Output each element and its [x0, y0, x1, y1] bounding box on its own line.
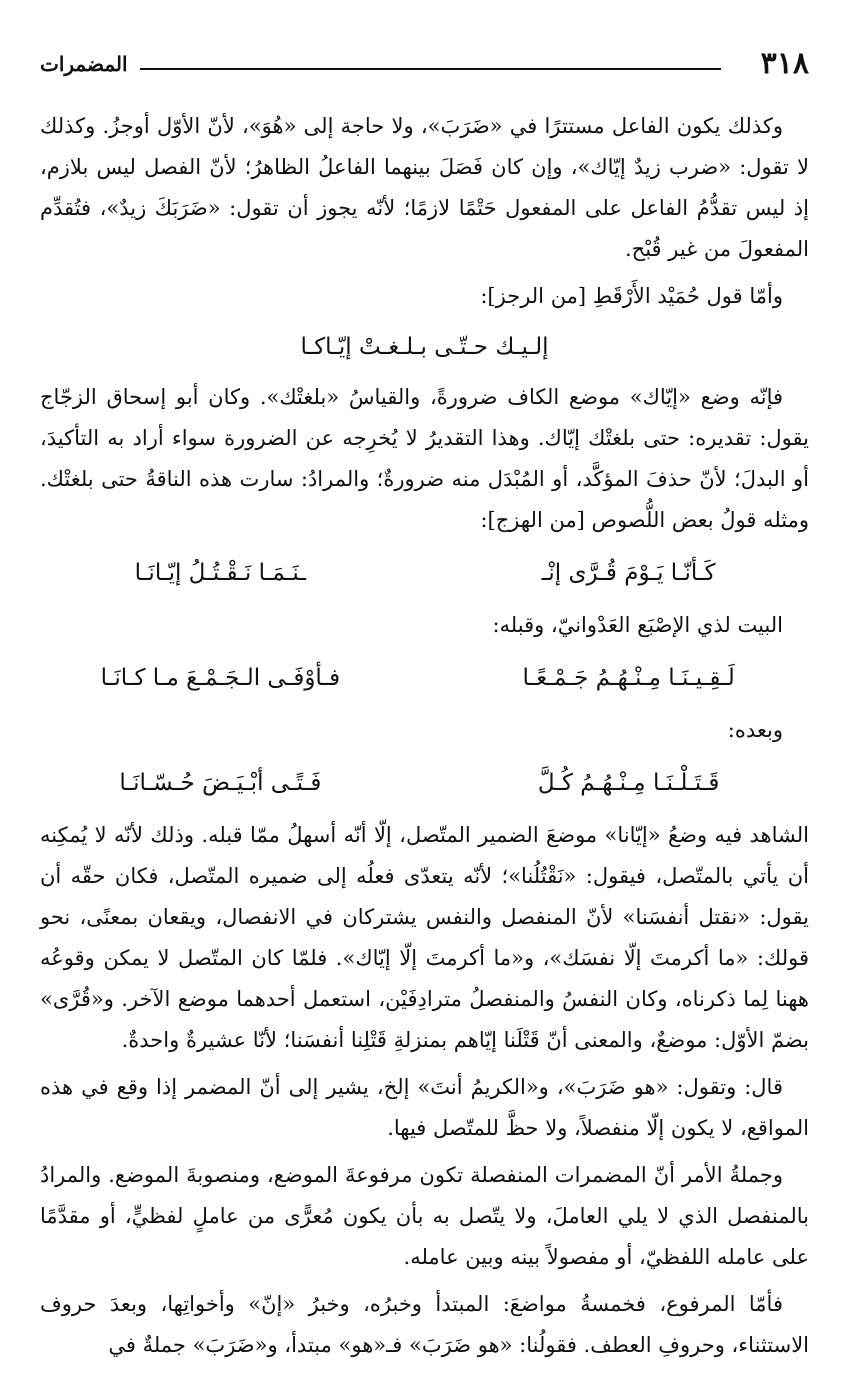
running-title: المضمرات [40, 52, 128, 76]
header-rule [140, 68, 721, 70]
paragraph-8: وجملةُ الأمر أنّ المضمرات المنفصلة تكون مرفوعةَ الموضع، ومنصوبةَ الموضع. والمرادُ بالمنفصل الذي لا يلي العاملَ، ولا يتّصل به بأن يكون مُعرًّى من عاملٍ لفظيٍّ، أو مقدَّمًا على عامله اللفظيّ، أو مفصولاً بينه وبين عامله. [40, 1163, 809, 1269]
verse-3 [60, 652, 789, 704]
paragraph-4: البيت لذي الإصْبَع العَدْوانيّ، وقبله: [492, 613, 783, 637]
page-header [40, 44, 809, 84]
paragraph-9: فأمّا المرفوع، فخمسةُ مواضعَ: المبتدأ وخبرُه، وخبرُ «إنّ» وأخواتِها، وبعدَ حروف الاستثناء، وحروفِ العطف. فقولُنا: «هو ضَرَبَ» فـ«هو» مبتدأ، و«ضَرَبَ» جملةٌ في [40, 1292, 809, 1357]
verse-4-first-hemistich: قَـتَـلْـنَـا مِـنْـهُـمُ كُـلَّ [537, 770, 720, 796]
verse-1: إلـيـك حـتّـى بـلـغـتْ إيّـاكـا [300, 334, 549, 360]
paragraph-3: فإنّه وضع «إيّاك» موضع الكاف ضرورةً، والقياسُ «بلغتْك». وكان أبو إسحاق الزجّاج يقول: تقديره: حتى بلغتْك إيّاك. وهذا التقديرُ لا يُخرِجه عن الضرورة سواء أراد به التأكيدَ، أو البدلَ؛ لأنّ حذفَ المؤكَّد، أو المُبْدَل منه ضرورةٌ؛ والمرادُ: سارت هذه الناقةُ حتى بلغتْك. ومثله قولُ بعض اللُّصوص [من الهزج]: [40, 385, 809, 532]
page-number: ٣١٨ [760, 46, 809, 81]
verse-4 [60, 757, 789, 809]
verse-2-second-hemistich: ـنَـمَـا نَـقْـتُـلُ إيّـانَـا [134, 560, 307, 586]
paragraph-6: الشاهد فيه وضعُ «إيّانا» موضعَ الضمير المتّصل، إلّا أنّه أسهلُ ممّا قبله. وذلك لأنّه لا يُمكِنه أن يأتي بالمتّصل، فيقول: «نَقْتُلُنا»؛ لأنّه يتعدّى فعلُه إلى ضميره المتّصل، فكان حقّه أن يقول: «نقتل أنفسَنا» لأنّ المنفصل والنفس يشتركان في الانفصال، ويقعان بمعنًى، نحو قولك: «ما أكرمتَ إلّا نفسَك»، و«ما أكرمتَ إلّا إيّاك». فلمّا كان المتّصل لا يمكن وقوعُه ههنا لِما ذكرناه، وكان النفسُ والمنفصلُ مترادِفَيْن، استعمل أحدهما موضع الآخر. و«قُرَّى» بضمّ الأوّل: موضعٌ، والمعنى أنّ قَتْلَنا إيّاهم بمنزلةِ قَتْلِنا أنفسَنا؛ لأنّا عشيرةٌ واحدةٌ. [40, 823, 809, 1052]
page-body [40, 106, 809, 1372]
paragraph-1: وكذلك يكون الفاعل مستترًا في «ضَرَبَ»، ولا حاجة إلى «هُوَ»، لأنّ الأوّل أوجزُ. وكذلك لا تقول: «ضرب زيدٌ إيّاك»، وإن كان فَصَلَ بينهما الفاعلُ الظاهرُ؛ لأنّ الفصل ليس بلازم، إذ ليس تقدُّمُ الفاعل على المفعول حَتْمًا لازمًا؛ لأنّه يجوز أن تقول: «ضَرَبَكَ زيدٌ»، فتُقدِّم المفعولَ من غير قُبْح. [40, 114, 809, 261]
paragraph-5: وبعده: [727, 718, 783, 742]
verse-3-second-hemistich: فـأوْفَـى الـجَـمْـعَ مـا كـانَـا [100, 665, 341, 691]
verse-2 [60, 547, 789, 599]
verse-4-second-hemistich: فَـتًـى أبْـيَـضَ حُـسّـانَـا [119, 770, 322, 796]
verse-2-first-hemistich: كَـأنّـا يَـوْمَ قُـرَّى إنْـ [541, 560, 716, 586]
paragraph-7: قال: وتقول: «هو ضَرَبَ»، و«الكريمُ أنتَ» إلخ، يشير إلى أنّ المضمر إذا وقع في هذه المواقع، لا يكون إلّا منفصلاً، ولا حظَّ للمتّصل فيها. [40, 1075, 809, 1140]
paragraph-2: وأمّا قول حُمَيْد الأَرْقَطِ [من الرجز]: [480, 284, 783, 308]
verse-3-first-hemistich: لَـقِـيـنَـا مِـنْـهُـمُ جَـمْـعًـا [522, 665, 735, 691]
